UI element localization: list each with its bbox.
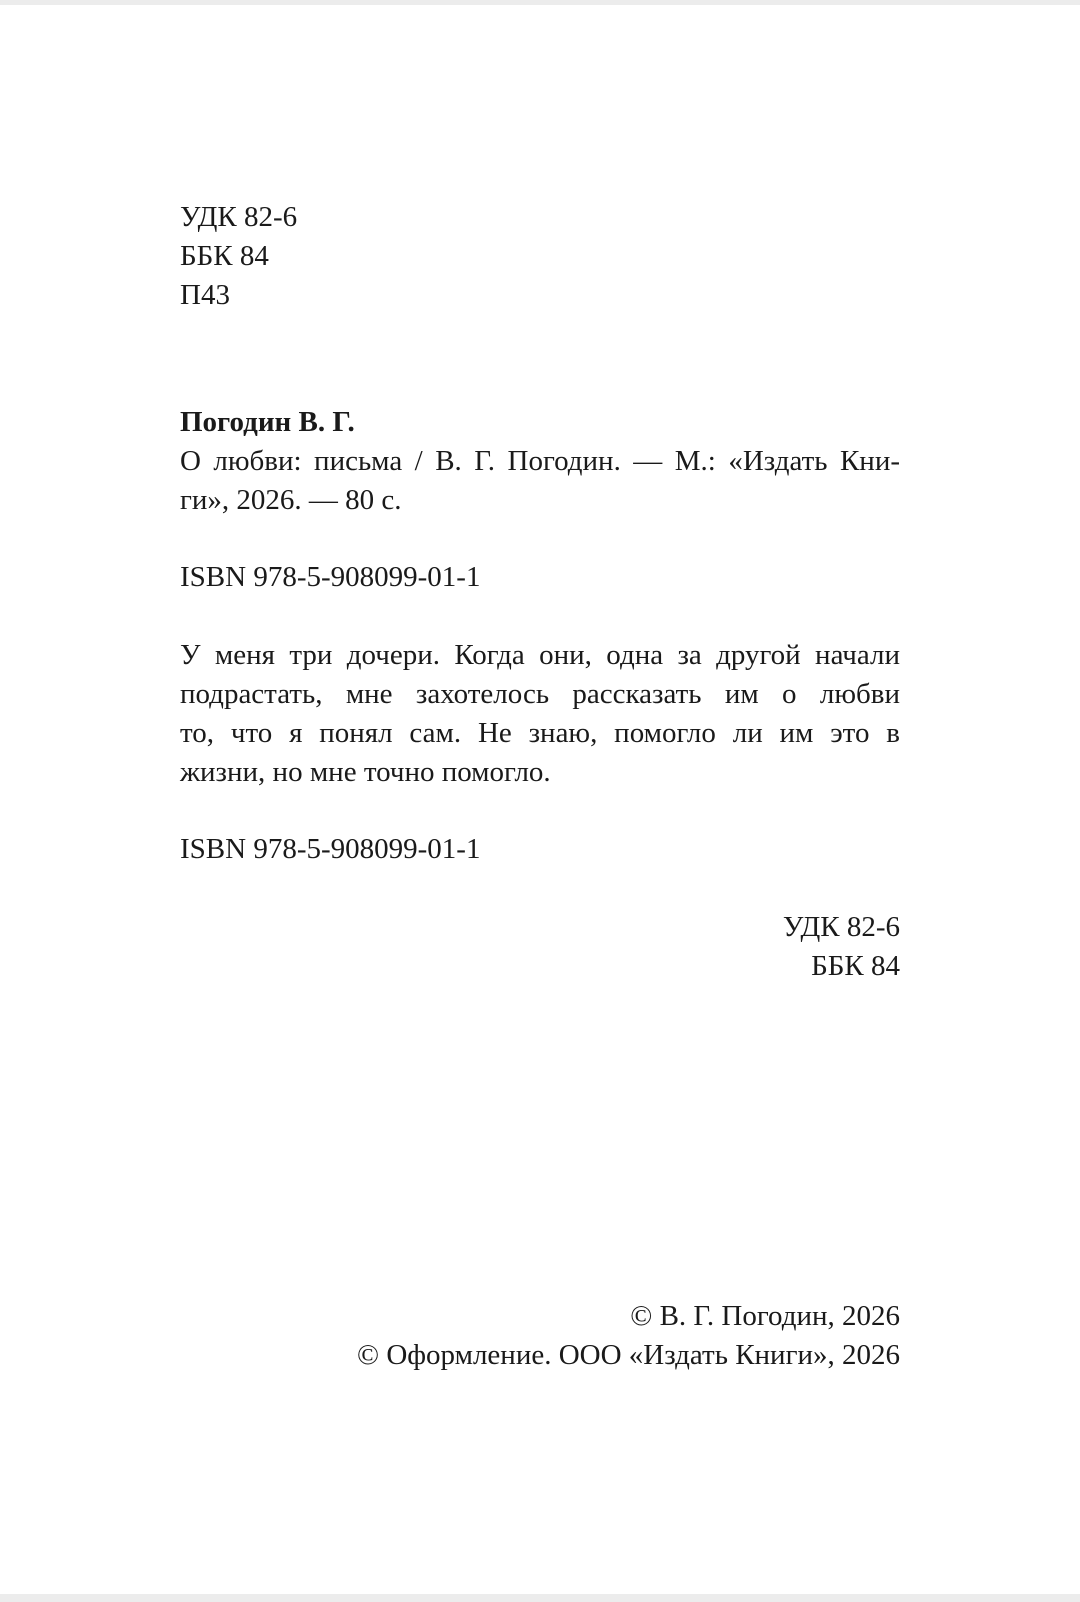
isbn-top-text: ISBN 978-5-908099-01-1 [180,561,481,593]
book-imprint-page [0,5,1080,1594]
isbn-bottom-text: ISBN 978-5-908099-01-1 [180,833,481,865]
annotation-line: то, что я понял сам. Не знаю, помогло ли им это в [180,717,900,749]
bbk-code: ББК 84 [180,240,269,272]
bbk-code-right: ББК 84 [811,950,900,982]
annotation-line: подрастать, мне захотелось рассказать им о любви [180,678,900,710]
classification-block [180,198,900,315]
annotation [180,636,900,792]
bibliography-line-2: ги», 2026. — 80 с. [180,484,402,516]
udk-code: УДК 82-6 [180,201,298,233]
classification-right-block [180,908,900,986]
isbn-bottom [180,830,900,869]
annotation-line: жизни, но мне точно помогло. [180,756,551,788]
annotation-line: У меня три дочери. Когда они, одна за другой начали [180,639,900,671]
author-heading: Погодин В. Г. [180,406,355,438]
copyright-design: © Оформление. ООО «Издать Книги», 2026 [357,1339,900,1371]
author-mark: П43 [180,279,230,311]
copyright-block [180,1297,900,1375]
isbn-top [180,558,900,597]
bibliography-line-1: О любви: письма / В. Г. Погодин. — М.: «Издать Кни- [180,445,900,477]
udk-code-right: УДК 82-6 [782,911,900,943]
bibliographic-record [180,403,900,520]
copyright-author: © В. Г. Погодин, 2026 [630,1300,900,1332]
